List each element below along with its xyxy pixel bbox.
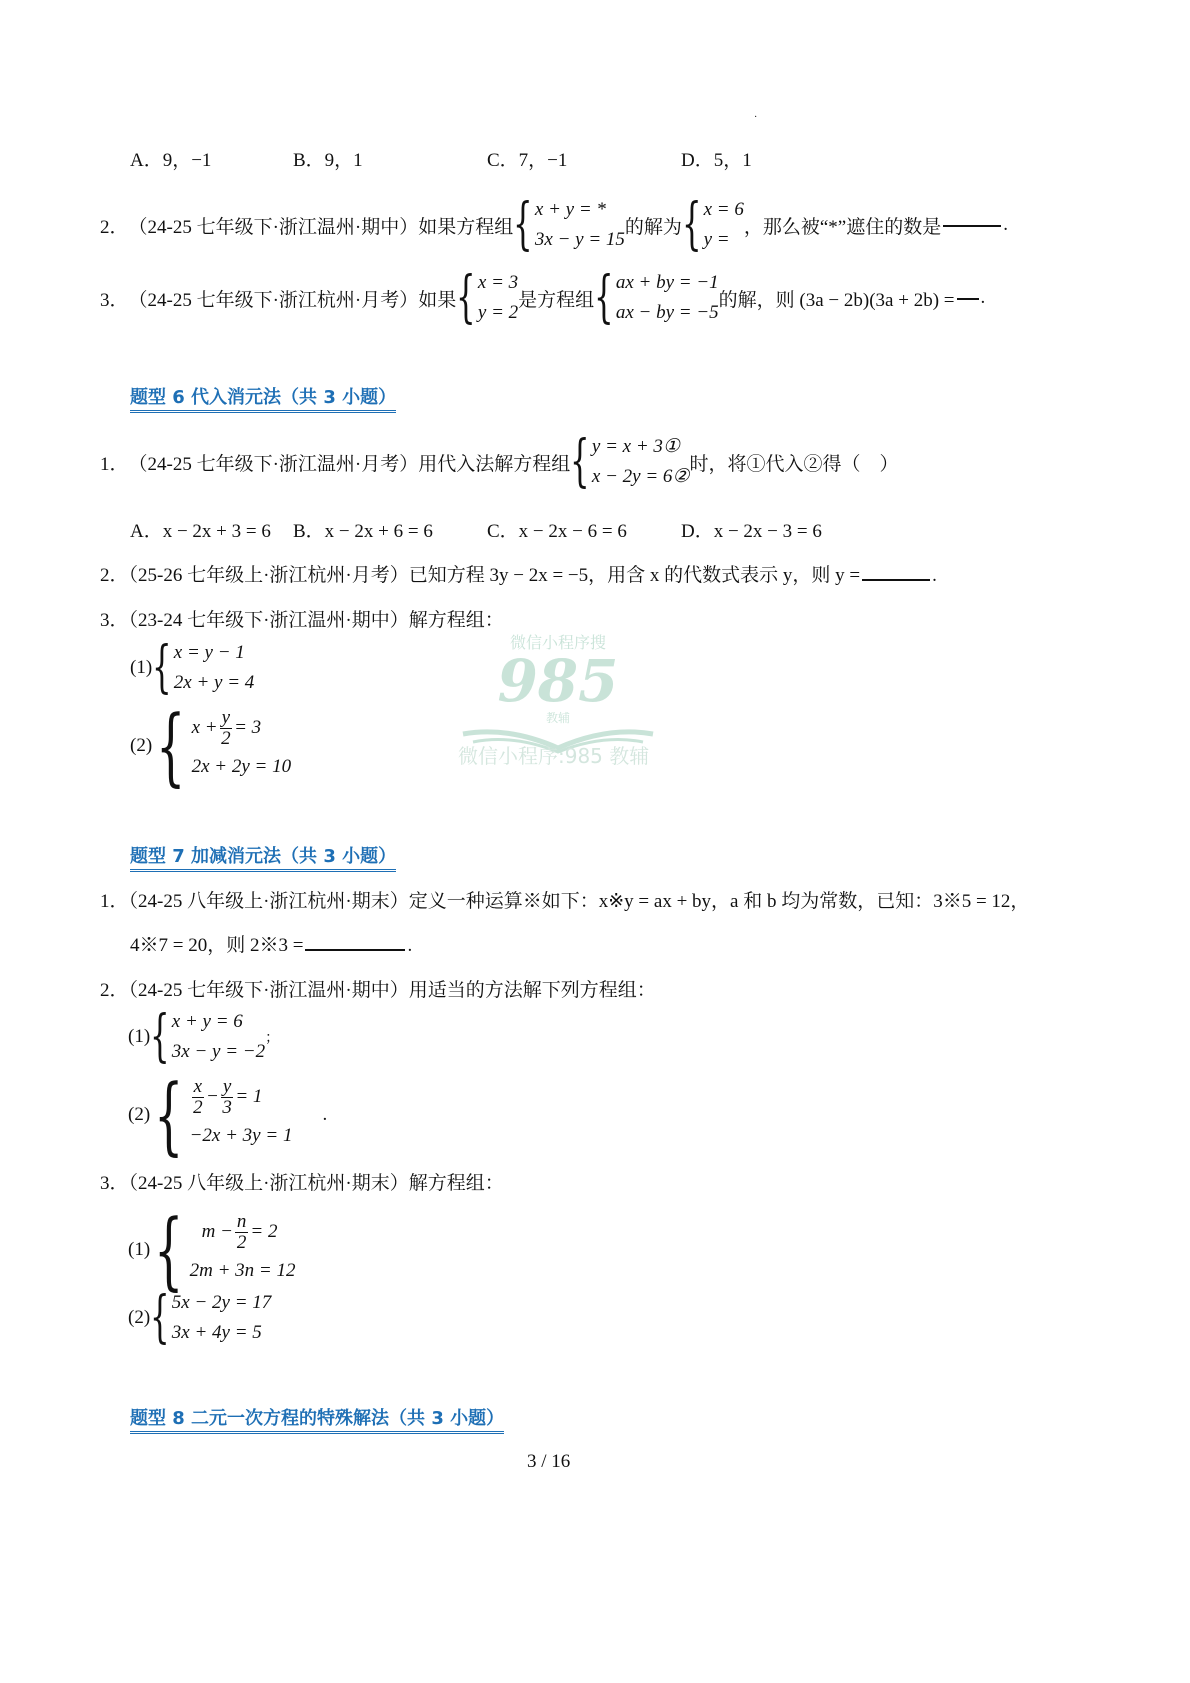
brace-icon: { <box>154 1066 184 1164</box>
question-number: 3． <box>100 610 129 631</box>
question-number: 1． <box>100 453 129 475</box>
equation: ax + by = −1 <box>615 272 719 293</box>
subproblem-s7-q3-1 <box>128 1201 296 1299</box>
question-s7-q3 <box>100 1168 504 1195</box>
section-heading-6: 题型 6 代入消元法（共 3 小题） <box>130 383 396 413</box>
question-text: 用代入法解方程组 <box>418 453 571 475</box>
question-s5-q3 <box>100 265 986 330</box>
question-source: （24-25 七年级下·浙江杭州·月考） <box>128 289 419 311</box>
answer-blank[interactable] <box>305 948 405 951</box>
question-text: 的解为 <box>624 216 682 238</box>
subproblem-label: (2) <box>128 1307 151 1328</box>
equation-system <box>594 265 719 330</box>
question-source: （24-25 八年级上·浙江杭州·期末） <box>128 891 409 912</box>
question-source: （24-25 八年级上·浙江杭州·期末） <box>128 1173 409 1194</box>
brace-icon: { <box>154 1201 184 1299</box>
equation: x = y − 1 <box>173 642 245 663</box>
brace-icon: { <box>156 697 186 795</box>
stray-mark: · <box>754 112 758 123</box>
subproblem-label: (1) <box>128 1239 151 1260</box>
question-s7-q1-line2 <box>130 930 412 957</box>
watermark-text: 微信小程序搜 <box>509 633 606 652</box>
prev-option-d: D．5，1 <box>681 150 752 171</box>
period: . <box>1003 214 1008 235</box>
period: . <box>407 935 413 956</box>
brace-icon: { <box>456 265 476 330</box>
semicolon: ； <box>265 1031 280 1046</box>
subproblem-s7-q3-2 <box>128 1285 272 1350</box>
brace-icon: { <box>150 1004 170 1069</box>
watermark-text: 教辅 <box>545 711 570 725</box>
option-c[interactable]: C．x − 2x − 6 = 6 <box>487 521 627 542</box>
equation: x = 6 <box>703 199 744 220</box>
question-source: （24-25 七年级下·浙江温州·期中） <box>128 216 419 238</box>
question-text: 定义一种运算※如下：x※y = ax + by，a 和 b 均为常数，已知：3※5 = 12， <box>408 891 1030 912</box>
section-heading-7: 题型 7 加减消元法（共 3 小题） <box>130 842 396 872</box>
subproblem-s6-q3-1 <box>130 635 255 700</box>
question-s7-q2 <box>100 975 656 1002</box>
equation-system <box>513 192 625 257</box>
brace-icon: { <box>594 265 614 330</box>
prev-option-c: C．7，−1 <box>487 150 568 171</box>
equation: 3x − y = −2 <box>171 1041 266 1062</box>
subproblem-label: (2) <box>128 1104 151 1125</box>
equation: −2x + 3y = 1 <box>189 1124 293 1146</box>
equation: 5x − 2y = 17 <box>171 1292 272 1313</box>
subproblem-label: (1) <box>128 1026 151 1047</box>
watermark-number: 985 <box>497 647 619 715</box>
watermark-footer: 微信小程序:985 教辅 <box>458 744 650 768</box>
equation: y = 2 <box>477 302 519 323</box>
answer-blank[interactable] <box>862 578 930 581</box>
question-number: 3． <box>100 289 129 311</box>
question-text: 4※7 = 20，则 2※3 = <box>130 935 304 956</box>
equation: 2x + 2y = 10 <box>191 755 292 777</box>
subproblem-s6-q3-2 <box>130 697 292 795</box>
question-number: 2． <box>100 980 129 1001</box>
subproblem-label: (1) <box>130 657 153 678</box>
question-source: （24-25 七年级下·浙江温州·月考） <box>128 453 419 475</box>
equation: m − $\frac{n}{2}$ = 2 <box>201 1210 278 1253</box>
question-text: 如果 <box>418 289 457 311</box>
subproblem-s7-q2-1 <box>128 1004 280 1069</box>
question-number: 1． <box>100 891 129 912</box>
solution-system <box>456 265 519 330</box>
option-d[interactable]: D．x − 2x − 3 = 6 <box>681 521 822 542</box>
equation: x + y = * <box>534 199 606 220</box>
question-text: 的解，则 (3a − 2b)(3a + 2b) = <box>718 289 955 311</box>
option-a[interactable]: A．x − 2x + 3 = 6 <box>130 521 271 542</box>
period: . <box>322 1104 328 1125</box>
equation: 3x − y = 15 <box>534 229 625 250</box>
question-number: 2． <box>100 565 129 586</box>
equation: x + $\frac{y}{2}$ = 3 <box>191 706 262 749</box>
answer-blank[interactable] <box>943 224 1001 227</box>
equation: x − 2y = 6② <box>591 466 690 487</box>
equation: ax − by = −5 <box>615 302 719 323</box>
period: . <box>932 565 937 586</box>
question-text: 解方程组： <box>408 610 504 631</box>
equation: x + y = 6 <box>171 1011 243 1032</box>
equation: x = 3 <box>477 272 519 293</box>
question-text: 已知方程 3y − 2x = −5，用含 x 的代数式表示 y，则 y = <box>408 565 861 586</box>
equation: 2m + 3n = 12 <box>189 1259 296 1281</box>
subproblem-s7-q2-2 <box>128 1066 328 1164</box>
question-source: （24-25 七年级下·浙江温州·期中） <box>128 980 409 1001</box>
question-text: ，那么被“*”遮住的数是 <box>743 216 942 238</box>
equation-system <box>570 429 690 494</box>
brace-icon: { <box>150 1285 170 1350</box>
equation: $\frac{x}{2}$ − $\frac{y}{3}$ = 1 <box>193 1075 263 1118</box>
question-text: 时，将①代入②得（ ） <box>689 453 899 475</box>
question-text: 用适当的方法解下列方程组： <box>408 980 656 1001</box>
equation: y = x + 3① <box>591 436 680 457</box>
equation: 3x + 4y = 5 <box>171 1322 262 1343</box>
answer-blank[interactable] <box>957 297 979 300</box>
section-heading-8: 题型 8 二元一次方程的特殊解法（共 3 小题） <box>130 1404 504 1434</box>
question-s5-q2 <box>100 192 1008 257</box>
question-s7-q1 <box>100 886 1029 913</box>
question-text: 是方程组 <box>518 289 595 311</box>
question-s6-q2 <box>100 560 937 587</box>
equation: 2x + y = 4 <box>173 672 255 693</box>
prev-option-b: B．9，1 <box>293 150 363 171</box>
subproblem-label: (2) <box>130 735 153 756</box>
option-b[interactable]: B．x − 2x + 6 = 6 <box>293 521 433 542</box>
question-s6-q3 <box>100 605 504 632</box>
solution-system <box>681 192 744 257</box>
question-text: 解方程组： <box>408 1173 504 1194</box>
brace-icon: { <box>513 192 533 257</box>
question-source: （25-26 七年级上·浙江杭州·月考） <box>128 565 409 586</box>
question-source: （23-24 七年级下·浙江温州·期中） <box>128 610 409 631</box>
brace-icon: { <box>681 192 702 257</box>
question-text: 如果方程组 <box>418 216 514 238</box>
brace-icon: { <box>570 429 590 494</box>
equation: y = <box>703 229 730 250</box>
page-number: 3 / 16 <box>527 1451 571 1472</box>
question-s6-q1 <box>100 429 899 494</box>
period: . <box>980 287 986 308</box>
prev-option-a: A．9，−1 <box>130 150 212 171</box>
question-number: 3． <box>100 1173 129 1194</box>
question-number: 2． <box>100 216 129 238</box>
brace-icon: { <box>152 635 172 700</box>
